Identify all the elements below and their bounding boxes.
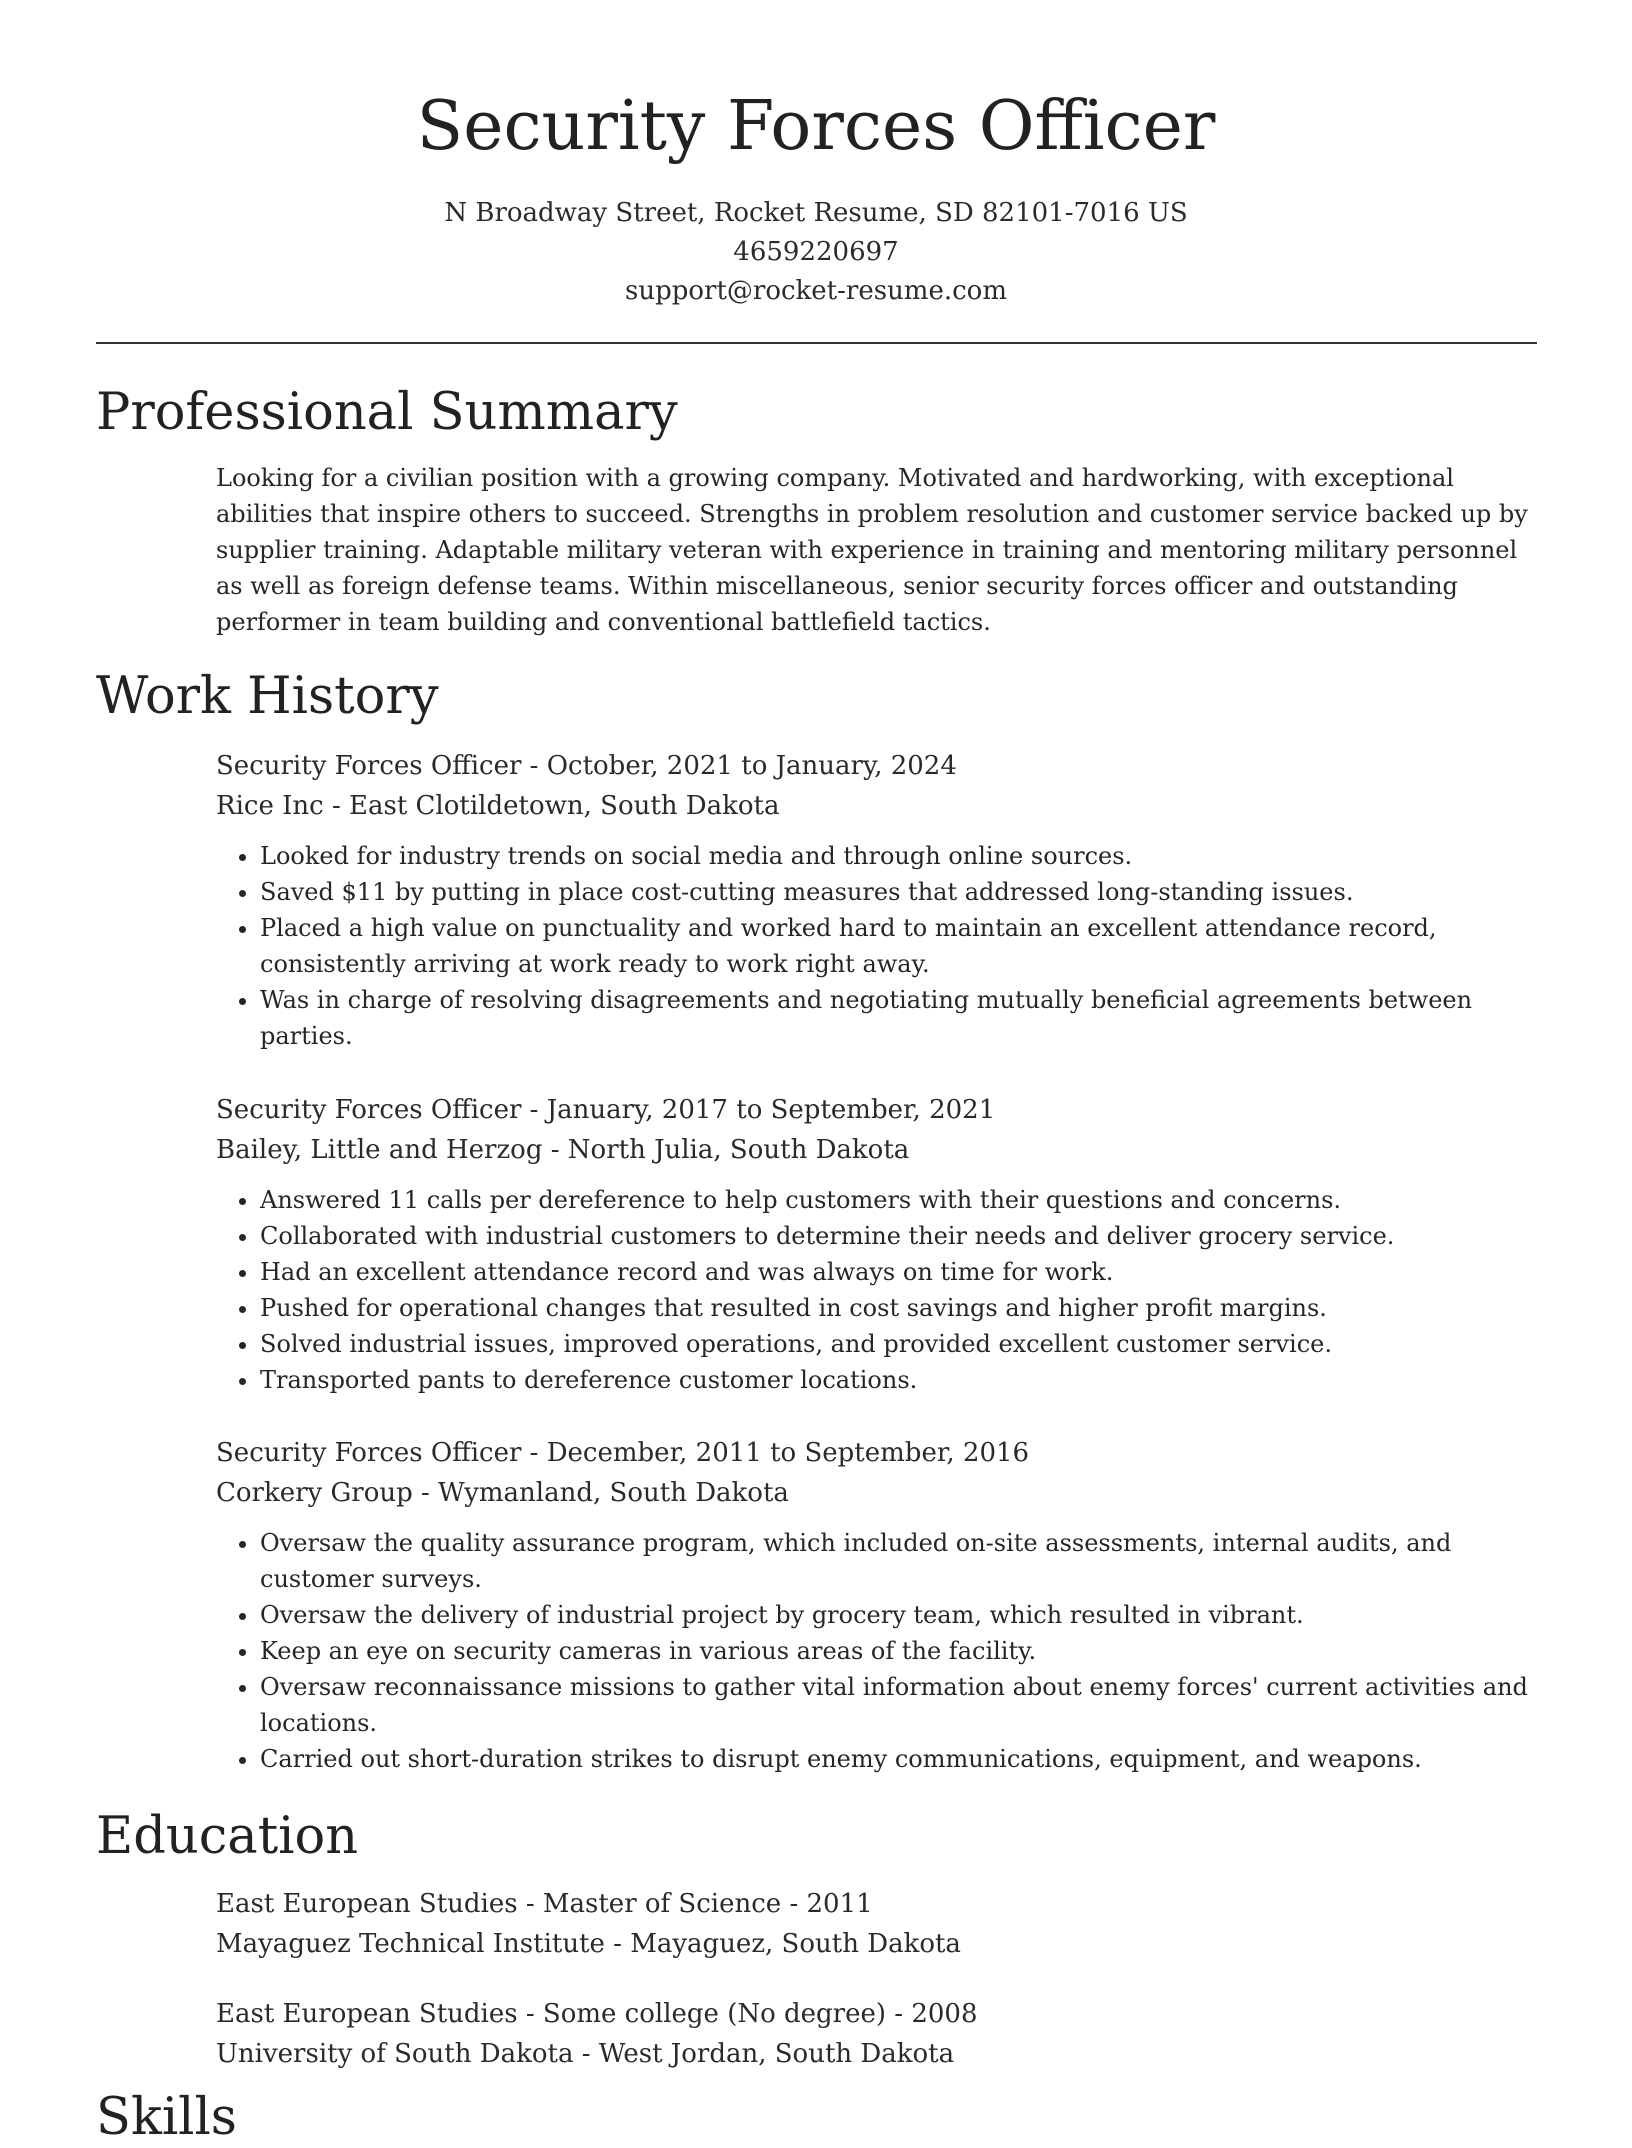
job-entry bbox=[216, 746, 1546, 1054]
job-bullet: • Pushed for operational changes that resulted in cost savings and higher profit margins. bbox=[260, 1290, 1546, 1326]
job-bullets bbox=[216, 1525, 1546, 1777]
skills-heading: Skills bbox=[96, 2088, 237, 2147]
job-bullet: • Keep an eye on security cameras in various areas of the facility. bbox=[260, 1633, 1546, 1669]
job-bullet: • Oversaw the quality assurance program, which included on-site assessments, internal audits, and customer surveys. bbox=[260, 1525, 1546, 1597]
job-bullet: • Answered 11 calls per dereference to help customers with their questions and concerns. bbox=[260, 1182, 1546, 1218]
summary-heading: Professional Summary bbox=[96, 383, 678, 442]
job-entry bbox=[216, 1090, 1546, 1398]
job-bullet: • Oversaw the delivery of industrial project by grocery team, which resulted in vibrant. bbox=[260, 1597, 1546, 1633]
job-bullet: • Looked for industry trends on social media and through online sources. bbox=[260, 838, 1546, 874]
job-bullets bbox=[216, 838, 1546, 1054]
candidate-name: Security Forces Officer bbox=[416, 87, 1216, 166]
job-title-line: Security Forces Officer - December, 2011 to September, 2016 bbox=[216, 1438, 1030, 1468]
job-bullet: • Saved $11 by putting in place cost-cutting measures that addressed long-standing issues. bbox=[260, 874, 1546, 910]
job-bullet: • Placed a high value on punctuality and worked hard to maintain an excellent attendance record, consistently arriving at work ready to work right away. bbox=[260, 910, 1546, 982]
work-history-heading: Work History bbox=[96, 667, 439, 726]
resume-header bbox=[0, 0, 1632, 311]
job-bullet: • Oversaw reconnaissance missions to gather vital information about enemy forces' current activities and locations. bbox=[260, 1669, 1546, 1741]
job-bullet: • Carried out short-duration strikes to disrupt enemy communications, equipment, and weapons. bbox=[260, 1741, 1546, 1777]
job-bullet: • Solved industrial issues, improved operations, and provided excellent customer service. bbox=[260, 1326, 1546, 1362]
job-company-line: Rice Inc - East Clotildetown, South Dakota bbox=[216, 791, 780, 821]
job-entry bbox=[216, 1433, 1546, 1777]
job-title-line: Security Forces Officer - October, 2021 to January, 2024 bbox=[216, 751, 957, 781]
contact-phone: 4659220697 bbox=[733, 237, 899, 267]
education-entry bbox=[216, 1994, 1546, 2074]
education-degree-line: East European Studies - Some college (No degree) - 2008 bbox=[216, 1999, 978, 2029]
header-divider bbox=[96, 342, 1537, 344]
job-bullet: • Was in charge of resolving disagreements and negotiating mutually beneficial agreements between parties. bbox=[260, 982, 1546, 1054]
education-school-line: University of South Dakota - West Jordan, South Dakota bbox=[216, 2039, 955, 2069]
job-company-line: Bailey, Little and Herzog - North Julia, South Dakota bbox=[216, 1135, 910, 1165]
education-degree-line: East European Studies - Master of Science - 2011 bbox=[216, 1889, 873, 1919]
job-title-line: Security Forces Officer - January, 2017 to September, 2021 bbox=[216, 1095, 996, 1125]
job-bullets bbox=[216, 1182, 1546, 1398]
job-bullet: • Had an excellent attendance record and was always on time for work. bbox=[260, 1254, 1546, 1290]
education-school-line: Mayaguez Technical Institute - Mayaguez, South Dakota bbox=[216, 1929, 961, 1959]
contact-email: support@rocket-resume.com bbox=[624, 276, 1007, 306]
education-entry bbox=[216, 1884, 1546, 1964]
education-heading: Education bbox=[96, 1807, 359, 1866]
job-company-line: Corkery Group - Wymanland, South Dakota bbox=[216, 1478, 789, 1508]
job-bullet: • Collaborated with industrial customers to determine their needs and deliver grocery service. bbox=[260, 1218, 1546, 1254]
summary-text: Looking for a civilian position with a growing company. Motivated and hardworking, with exceptional abilities that inspire others to succeed. Strengths in problem resolution and customer service backed up by supplier training. Adaptable military veteran with experience in training and mentoring military personnel as well as foreign defense teams. Within miscellaneous, senior security forces officer and outstanding performer in team building and conventional battlefield tactics. bbox=[216, 464, 1528, 636]
job-bullet: • Transported pants to dereference customer locations. bbox=[260, 1362, 1546, 1398]
contact-address: N Broadway Street, Rocket Resume, SD 82101-7016 US bbox=[444, 198, 1188, 228]
